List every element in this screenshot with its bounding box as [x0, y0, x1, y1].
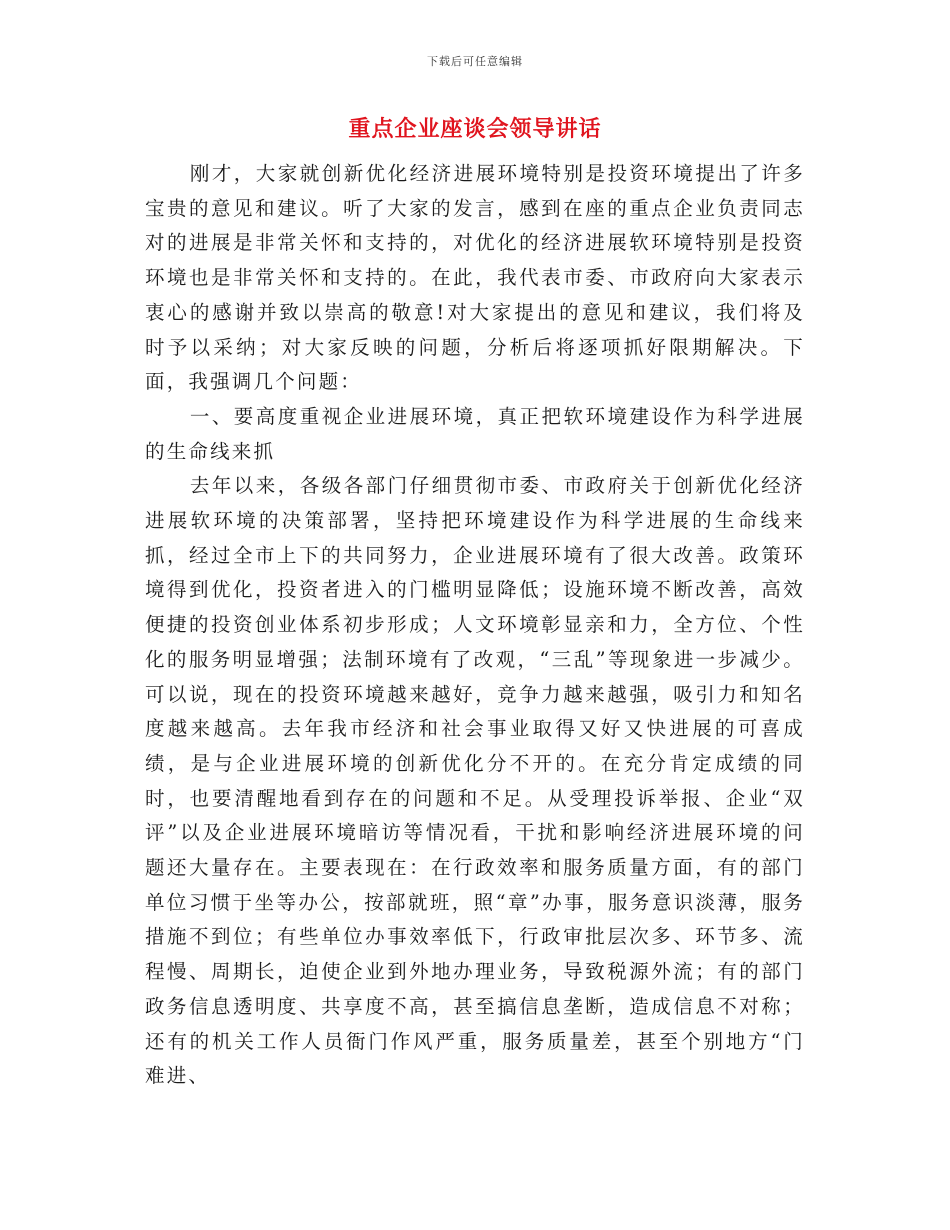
paragraph: 刚才，大家就创新优化经济进展环境特别是投资环境提出了许多宝贵的意见和建议。听了大家的发言，感到在座的重点企业负责同志对的进展是非常关怀和支持的，对优化的经济进展软环境特别是投资环境也是非常关怀和支持的。在此，我代表市委、市政府向大家表示衷心的感谢并致以崇高的敬意!对大家提出的意见和建议，我们将及时予以采纳；对大家反映的问题，分析后将逐项抓好限期解决。下面，我强调几个问题： [145, 162, 805, 394]
header-note: 下载后可任意编辑 [427, 55, 523, 68]
paragraph-heading: 一、要高度重视企业进展环境，真正把软环境建设作为科学进展的生命线来抓 [145, 404, 805, 463]
document-title: 重点企业座谈会领导讲话 [348, 117, 602, 142]
document-body [145, 157, 805, 1094]
paragraph: 去年以来，各级各部门仔细贯彻市委、市政府关于创新优化经济进展软环境的决策部署，坚持把环境建设作为科学进展的生命线来抓，经过全市上下的共同努力，企业进展环境有了很大改善。政策环境得到优化，投资者进入的门槛明显降低；设施环境不断改善，高效便捷的投资创业体系初步形成；人文环境彰显亲和力，全方位、个性化的服务明显增强；法制环境有了改观，“三乱”等现象进一步减少。可以说，现在的投资环境越来越好，竞争力越来越强，吸引力和知名度越来越高。去年我市经济和社会事业取得又好又快进展的可喜成绩，是与企业进展环境的创新优化分不开的。在充分肯定成绩的同时，也要清醒地看到存在的问题和不足。从受理投诉举报、企业“双评”以及企业进展环境暗访等情况看，干扰和影响经济进展环境的问题还大量存在。主要表现在：在行政效率和服务质量方面，有的部门单位习惯于坐等办公，按部就班，照“章”办事，服务意识淡薄，服务措施不到位；有些单位办事效率低下，行政审批层次多、环节多、流程慢、周期长，迫使企业到外地办理业务，导致税源外流；有的部门政务信息透明度、共享度不高，甚至搞信息垄断，造成信息不对称；还有的机关工作人员衙门作风严重，服务质量差，甚至个别地方“门难进、 [145, 474, 805, 1088]
